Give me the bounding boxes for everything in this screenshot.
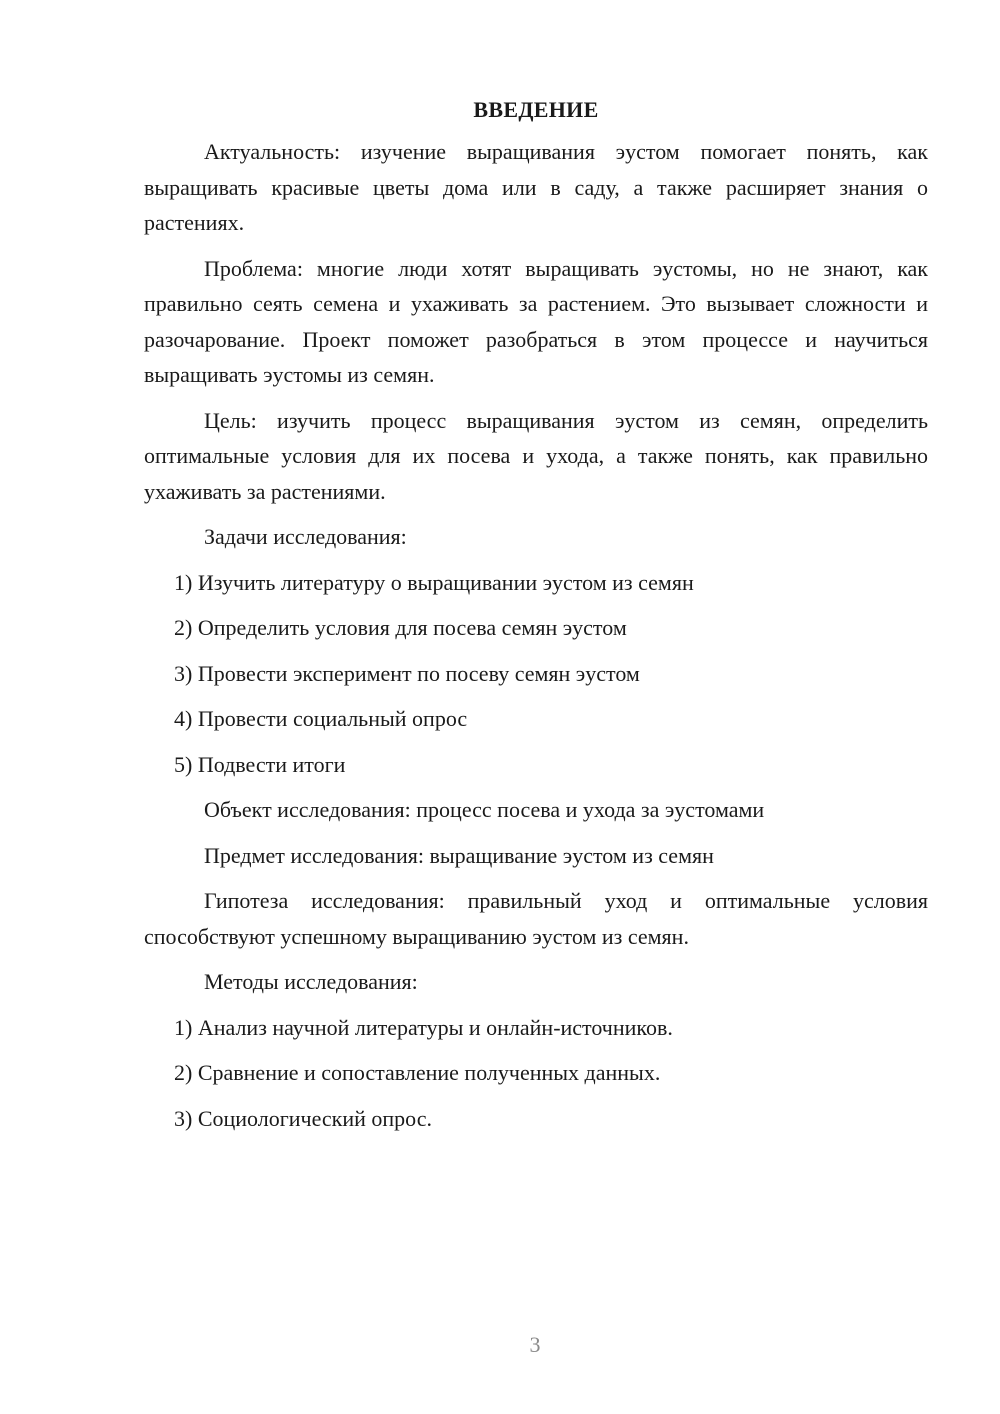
list-item: 3) Провести эксперимент по посеву семян эустом [174, 660, 640, 686]
methods-heading: Методы исследования: [204, 969, 418, 994]
page-number: 3 [529, 1332, 541, 1357]
list-item: 4) Провести социальный опрос [174, 706, 468, 731]
hypothesis-paragraph: Гипотеза исследования: правильный уход и оптимальные условия способствуют успешному выращиванию эустом из семян. [144, 888, 928, 949]
list-item: 3) Социологический опрос. [174, 1105, 432, 1131]
problem-paragraph: Проблема: многие люди хотят выращивать эустомы, но не знают, как правильно сеять семена и ухаживать за растением. Это вызывает сложности и разочарование. Проект поможет разобраться в этом процессе и научиться выращивать эустомы из семян. [144, 255, 928, 387]
object-paragraph: Объект исследования: процесс посева и ухода за эустомами [204, 797, 765, 822]
section-title: ВВЕДЕНИЕ [473, 97, 599, 122]
relevance-paragraph: Актуальность: изучение выращивания эустом помогает понять, как выращивать красивые цветы дома или в саду, а также расширяет знания о растениях. [144, 139, 928, 235]
list-item: 5) Подвести итоги [174, 751, 346, 777]
list-item: 2) Сравнение и сопоставление полученных данных. [174, 1060, 661, 1085]
subject-paragraph: Предмет исследования: выращивание эустом из семян [204, 842, 714, 868]
goal-paragraph: Цель: изучить процесс выращивания эустом из семян, определить оптимальные условия для их посева и ухода, а также понять, как правильно ухаживать за растениями. [144, 407, 928, 504]
list-item: 2) Определить условия для посева семян эустом [174, 615, 627, 640]
tasks-list [144, 565, 928, 783]
tasks-heading: Задачи исследования: [204, 524, 407, 549]
list-item: 1) Изучить литературу о выращивании эустом из семян [174, 569, 694, 595]
document-page [144, 94, 928, 1146]
list-item: 1) Анализ научной литературы и онлайн-источников. [174, 1014, 673, 1040]
methods-list [144, 1010, 928, 1137]
